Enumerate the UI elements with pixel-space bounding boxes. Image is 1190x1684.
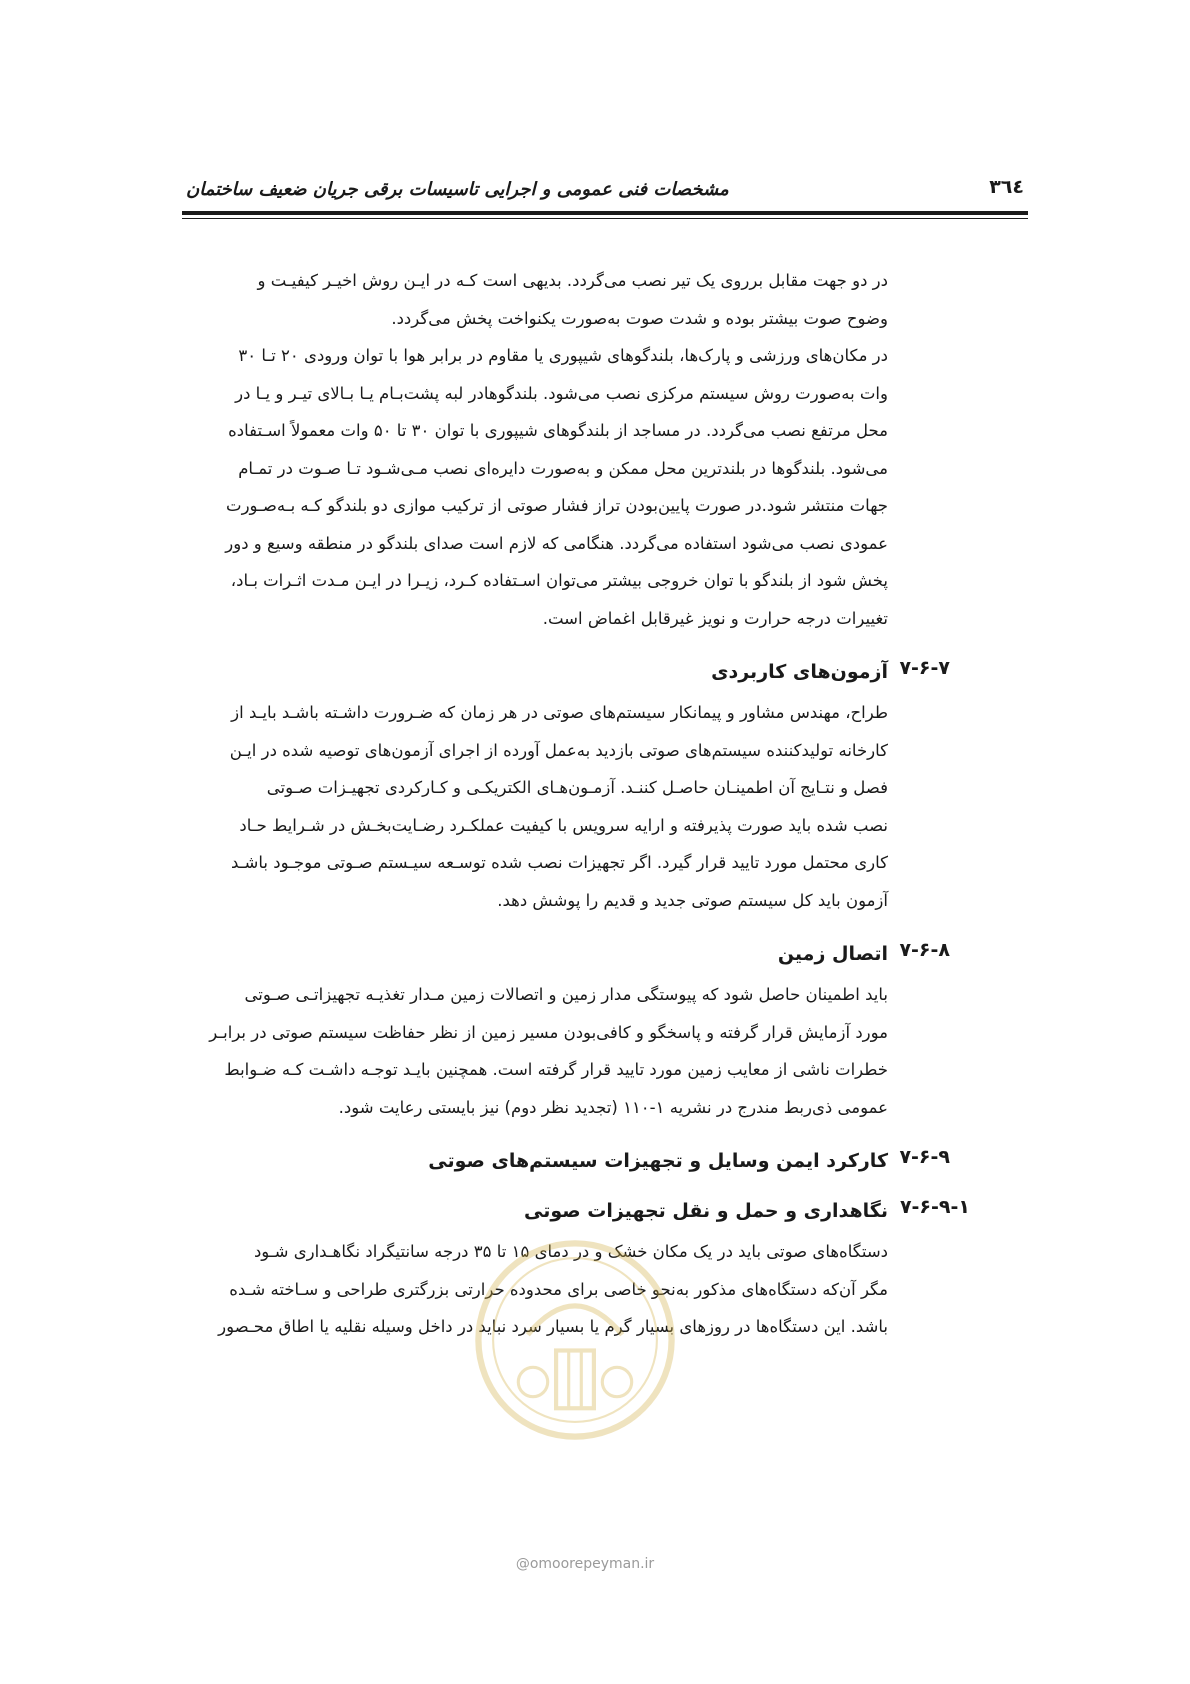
paragraph-line: محل مرتفع نصب می‌گردد. در مساجد از بلندگوهای شیپوری با توان ۳۰ تا ۵۰ وات معمولاً اسـتفاده [228,421,888,440]
paragraph-line: نصب شده باید صورت پذیرفته و ارایه سرویس با کیفیت عملکـرد رضـایت‌بخـش در شـرایط حـاد [239,815,888,835]
section-heading-7-6-7 [182,657,950,687]
paragraph-line: مگر آن‌که دستگاه‌های مذکور به‌نحو خاصی برای محدوده حرارتی بزرگتری طراحی و سـاخته شـده [229,1279,888,1299]
watermark-text [500,1556,670,1572]
paragraph-line: جهات منتشر شود.در صورت پایین‌بودن تراز فشار صوتی از ترکیب موازی دو بلندگو کـه بـه‌صـورت [226,496,888,515]
section-number: ۷-۶-۹-۱ [899,1196,970,1218]
section-heading-7-6-9 [182,1146,950,1176]
paragraph-line: آزمون باید کل سیستم صوتی جدید و قدیم را پوشش دهد. [497,890,888,910]
paragraph-line: تغییرات درجه حرارت و نویز غیرقابل اغماض است. [542,608,888,628]
intro-line: وضوح صوت بیشتر بوده و شدت صوت به‌صورت یکنواخت پخش می‌گردد. [391,308,888,328]
paragraph-line: باشد. این دستگاه‌ها در روزهای بسیار گرم یا بسیار سرد نباید در داخل وسیله نقلیه یا اطاق محـصور [218,1317,888,1336]
section-number: ۷-۶-۷ [899,657,950,679]
intro-line: در دو جهت مقابل برروی یک تیر نصب می‌گردد. بدیهی است کـه در ایـن روش اخیـر کیفیـت و [257,271,888,290]
paragraph-line: دستگاه‌های صوتی باید در یک مکان خشک و در دمای ۱۵ تا ۳۵ درجه سانتیگراد نگاهـداری شـود [253,1242,888,1261]
at-sign-icon: @ [515,1556,530,1572]
page-number: ۳٦٤ [989,176,1024,198]
paragraph-line: کاری محتمل مورد تایید قرار گیرد. اگر تجهیزات نصب شده توسـعه سیـستم صـوتی موجـود باشـد [231,853,888,872]
page-body [182,262,970,1346]
watermark-url: omoorepeyman.ir [529,1556,655,1572]
paragraph-line: طراح، مهندس مشاور و پیمانکار سیستم‌های صوتی در هر زمان که ضـرورت داشـته باشـد بایـد از [231,703,888,722]
paragraph-line: باید اطمینان حاصل شود که پیوستگی مدار زمین و اتصالات زمین مـدار تغذیـه تجهیزاتـی صـوتی [244,985,888,1004]
paragraph-line: وات به‌صورت روش سیستم مرکزی نصب می‌شود. بلندگوهادر لبه پشت‌بـام یـا بـالای تیـر و یـا در [235,383,888,403]
paragraph-line: می‌شود. بلندگوها در بلندترین محل ممکن و به‌صورت دایره‌ای نصب مـی‌شـود تـا صـوت در تمـام [238,458,888,478]
paragraph-line: کارخانه تولیدکننده سیستم‌های صوتی بازدید به‌عمل آورده از اجرای آزمون‌های توصیه شده در ایـن [229,740,888,760]
section-title: نگاهداری و حمل و نقل تجهیزات صوتی [524,1200,888,1222]
running-title: مشخصات فنی عمومی و اجرایی تاسیسات برقی جریان ضعیف ساختمان [186,179,729,200]
section-number: ۷-۶-۹ [899,1146,950,1168]
section-number: ۷-۶-۸ [899,939,950,961]
page-header [182,176,1028,206]
header-rule-thick [182,211,1028,215]
paragraph-line: خطرات ناشی از معایب زمین مورد تایید قرار گرفته است. همچنین بایـد توجـه داشـت کـه ضـوابط [224,1060,888,1079]
section-title: کارکرد ایمن وسایل و تجهیزات سیستم‌های صوتی [428,1150,888,1172]
paragraph-line: در مکان‌های ورزشی و پارک‌ها، بلندگوهای شیپوری یا مقاوم در برابر هوا با توان ورودی ۲۰ تـا ۳۰ [238,346,888,365]
paragraph-line: عمومی ذی‌ربط مندرج در نشریه ۱-۱۱۰ (تجدید نظر دوم) نیز بایستی رعایت شود. [338,1097,888,1117]
section-title: اتصال زمین [777,943,888,965]
header-rule-thin [182,218,1028,219]
section-heading-7-6-9-1 [182,1196,970,1226]
paragraph-line: مورد آزمایش قرار گرفته و پاسخگو و کافی‌بودن مسیر زمین از نظر حفاظت سیستم صوتی در برابـر [209,1022,888,1042]
paragraph-line: فصل و نتـایج آن اطمینـان حاصـل کننـد. آزمـون‌هـای الکتریکـی و کـارکردی تجهیـزات صـوتی [266,778,888,797]
section-heading-7-6-8 [182,939,950,969]
paragraph-line: عمودی نصب می‌شود استفاده می‌گردد. هنگامی که لازم است صدای بلندگو در منطقه وسیع و دور [225,533,888,553]
paragraph-line: پخش شود از بلندگو با توان خروجی بیشتر می‌توان اسـتفاده کـرد، زیـرا در ایـن مـدت اثـرات بـاد، [230,571,888,590]
section-title: آزمون‌های کاربردی [711,661,888,683]
